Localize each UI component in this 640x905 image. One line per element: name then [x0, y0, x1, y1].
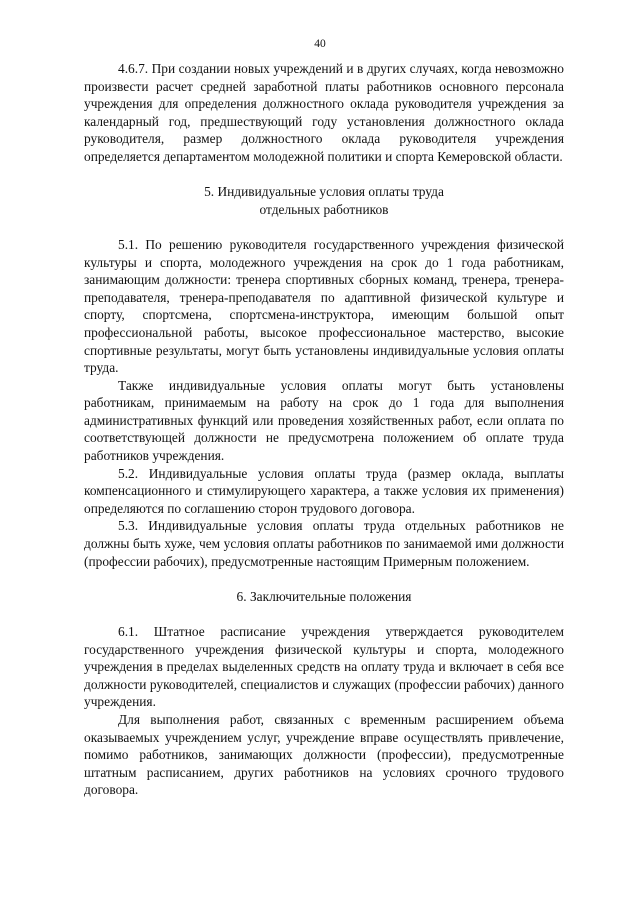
section-6-heading	[84, 588, 564, 606]
section-6-heading-line-1: 6. Заключительные положения	[236, 588, 412, 604]
page-number: 40	[314, 38, 326, 50]
section-5-heading-line-2: отдельных работников	[259, 201, 389, 217]
paragraph-5-1-continued: Также индивидуальные условия оплаты могут быть установлены работникам, принимаемым на работу на срок до 1 года для выполнения административных функций или проведения хозяйственных работ, если оплата по соответствующей должности не предусмотрена положением об оплате труда работников учреждения.	[84, 377, 564, 464]
paragraph-6-1-continued: Для выполнения работ, связанных с временным расширением объема оказываемых учреждением услуг, учреждение вправе осуществлять привлечение, помимо работников, занимающих должности (профессии), предусмотренные штатным расписанием, других работников на условиях срочного трудового договора.	[84, 711, 564, 798]
spacer	[84, 605, 564, 623]
paragraph-5-1: 5.1. По решению руководителя государственного учреждения физической культуры и спорта, молодежного учреждения на срок до 1 года работникам, занимающим должности: тренера спортивных сборных команд, тренера, тренера-преподавателя, тренера-преподавателя по адаптивной физической культуре и спорту, спортсмена, спортсмена-инструктора, имеющим большой опыт профессиональной работы, высокое профессиональное мастерство, высокие спортивные результаты, могут быть установлены индивидуальные условия оплаты труда.	[84, 236, 564, 376]
section-5-heading	[84, 183, 564, 218]
spacer	[84, 166, 564, 184]
paragraph-4-6-7: 4.6.7. При создании новых учреждений и в других случаях, когда невозможно произвести расчет средней заработной платы работников основного персонала учреждения для определения должностного оклада руководителя учреждения за календарный год, предшествующий году установления должностного оклада руководителя, размер должностного оклада руководителя учреждения определяется департаментом молодежной политики и спорта Кемеровской области.	[84, 61, 564, 164]
paragraph-5-3: 5.3. Индивидуальные условия оплаты труда отдельных работников не должны быть хуже, чем условия оплаты работников по занимаемой ими должности (профессии рабочих), предусмотренные настоящим Примерным положением.	[84, 518, 564, 569]
document-body	[84, 60, 564, 799]
paragraph-6-1: 6.1. Штатное расписание учреждения утверждается руководителем государственного учреждения физической культуры и спорта, молодежного учреждения в пределах выделенных средств на оплату труда и включает в себя все должности руководителей, специалистов и служащих (профессии рабочих) данного учреждения.	[84, 624, 564, 710]
spacer	[84, 570, 564, 588]
section-5-heading-line-1: 5. Индивидуальные условия оплаты труда	[204, 184, 444, 200]
spacer	[84, 218, 564, 236]
paragraph-5-2: 5.2. Индивидуальные условия оплаты труда (размер оклада, выплаты компенсационного и стимулирующего характера, а также условия их применения) определяются по соглашению сторон трудового договора.	[84, 465, 564, 516]
